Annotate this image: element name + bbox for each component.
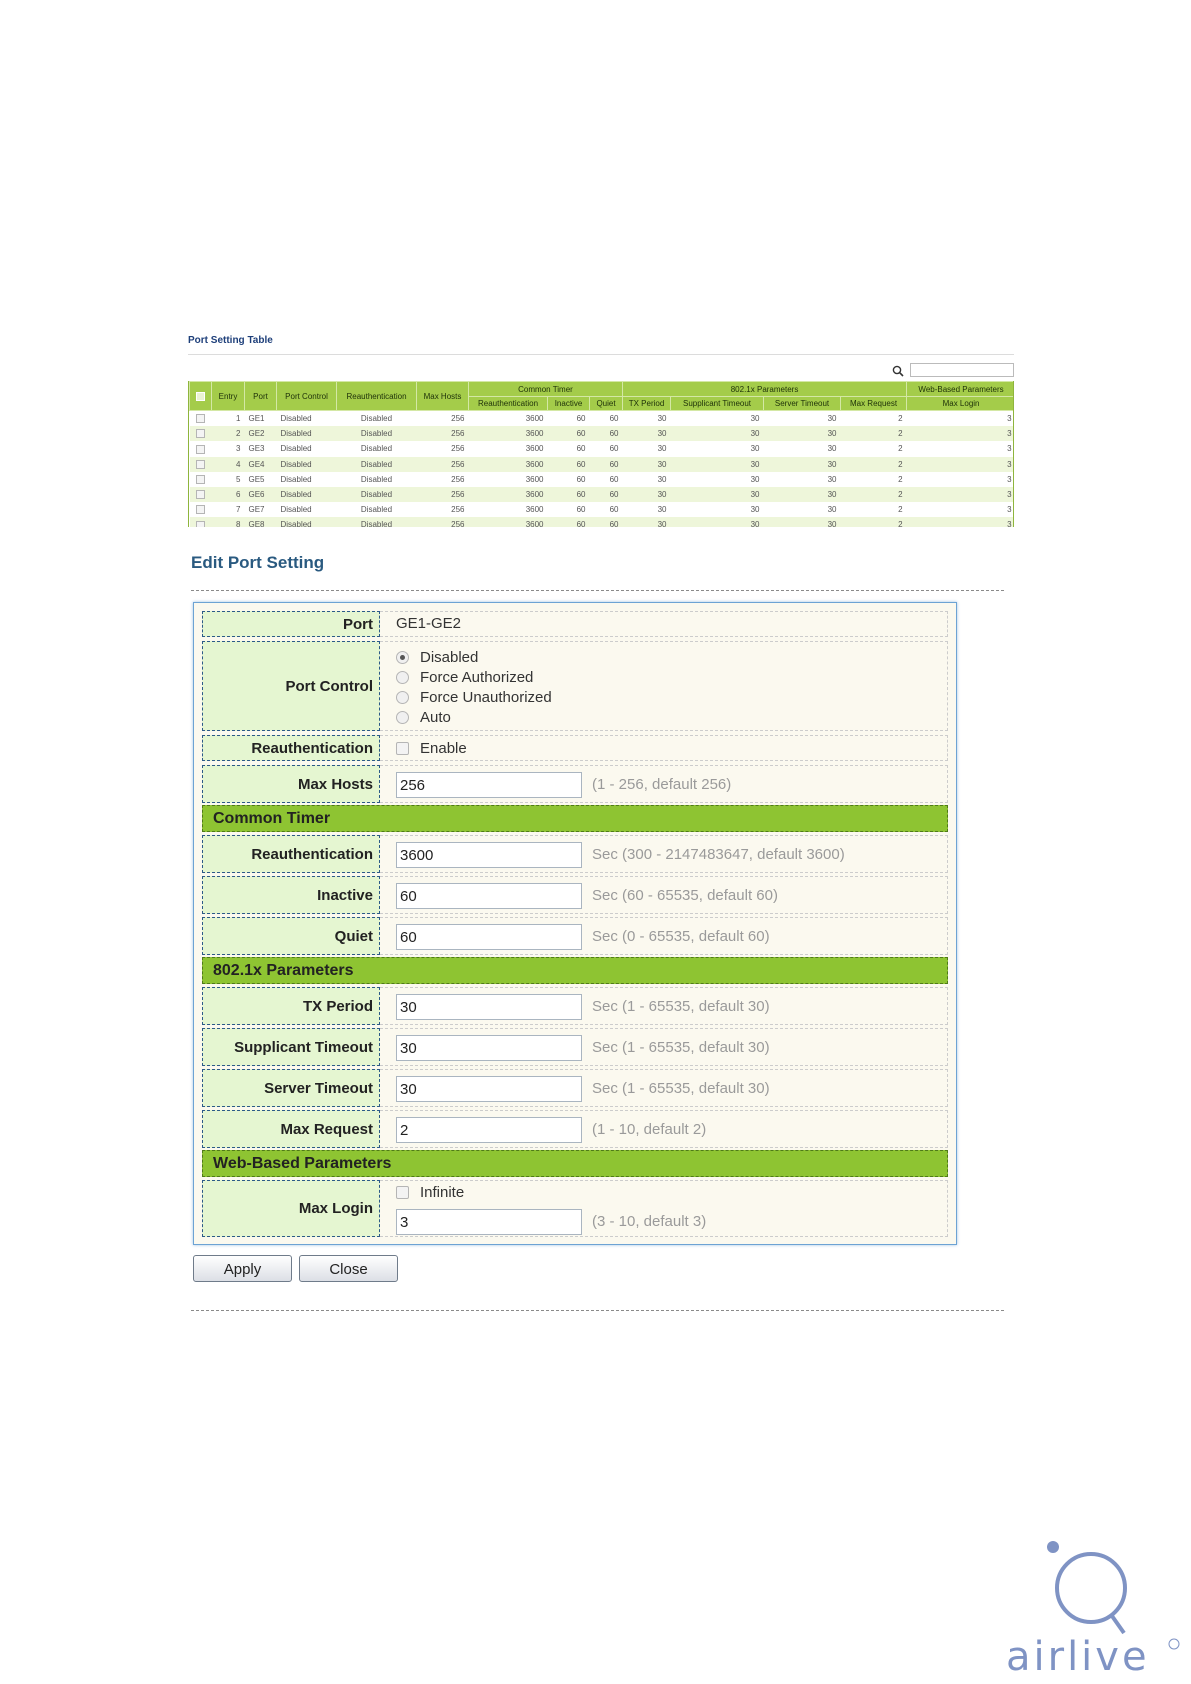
max-request-cell: 2 (841, 457, 907, 472)
server-timeout-hint: Sec (1 - 65535, default 30) (592, 1080, 770, 1097)
quiet-cell: 60 (590, 426, 623, 441)
port-cell: GE6 (245, 487, 277, 502)
max-hosts-cell: 256 (417, 457, 469, 472)
inactive-cell: 60 (548, 411, 590, 427)
row-select-cell (190, 441, 212, 456)
inactive-cell: 60 (548, 517, 590, 527)
inactive-input[interactable] (396, 883, 582, 909)
row-server-timeout (202, 1069, 948, 1107)
row-select-cell (190, 487, 212, 502)
entry-cell: 4 (212, 457, 245, 472)
reauthentication-cell: Disabled (337, 487, 417, 502)
quiet-cell: 60 (590, 411, 623, 427)
supplicant-timeout-cell: 30 (671, 487, 764, 502)
tx-period-cell: 30 (623, 457, 671, 472)
port-control-cell: Disabled (277, 487, 337, 502)
apply-button[interactable]: Apply (193, 1255, 292, 1282)
port-control-cell: Disabled (277, 426, 337, 441)
port-label: Port (202, 611, 380, 637)
port-control-label: Port Control (202, 641, 380, 731)
ct-reauthentication-input[interactable] (396, 842, 582, 868)
inactive-cell (380, 876, 948, 914)
reauthentication-cell (380, 735, 948, 761)
table-row[interactable] (190, 517, 1015, 527)
tx-period-cell: 30 (623, 517, 671, 527)
max-hosts-hint: (1 - 256, default 256) (592, 776, 732, 793)
row-reauthentication (202, 735, 948, 761)
port-cell: GE3 (245, 441, 277, 456)
reauthentication-enable-label[interactable]: Enable (420, 740, 467, 757)
entry-cell: 8 (212, 517, 245, 527)
row-checkbox[interactable] (196, 521, 205, 527)
8021x-parameters-heading: 802.1x Parameters (202, 957, 948, 984)
server-timeout-cell: 30 (764, 487, 841, 502)
tx-period-cell: 30 (623, 502, 671, 517)
max-request-cell: 2 (841, 472, 907, 487)
supplicant-timeout-cell: 30 (671, 411, 764, 427)
radio-auto[interactable] (396, 711, 409, 724)
col-port-control[interactable]: Port Control (277, 382, 337, 411)
supplicant-timeout-hint: Sec (1 - 65535, default 30) (592, 1039, 770, 1056)
col-tx-period[interactable]: TX Period (623, 397, 671, 411)
max-hosts-cell: 256 (417, 426, 469, 441)
reauthentication-cell: Disabled (337, 457, 417, 472)
port-control-cell: Disabled (277, 441, 337, 456)
radio-disabled-label[interactable]: Disabled (420, 649, 479, 666)
tx-period-label: TX Period (202, 987, 380, 1025)
max-hosts-cell: 256 (417, 441, 469, 456)
reauthentication-cell: Disabled (337, 441, 417, 456)
quiet-hint: Sec (0 - 65535, default 60) (592, 928, 770, 945)
quiet-cell: 60 (590, 441, 623, 456)
entry-cell: 6 (212, 487, 245, 502)
col-ct-reauthentication[interactable]: Reauthentication (469, 397, 548, 411)
entry-cell: 7 (212, 502, 245, 517)
max-request-label: Max Request (202, 1110, 380, 1148)
inactive-label: Inactive (202, 876, 380, 914)
max-login-cell: 3 (907, 457, 1014, 472)
server-timeout-cell (380, 1069, 948, 1107)
max-request-cell: 2 (841, 441, 907, 456)
row-tx-period (202, 987, 948, 1025)
row-select-cell (190, 502, 212, 517)
quiet-cell: 60 (590, 472, 623, 487)
max-hosts-cell: 256 (417, 502, 469, 517)
row-port (202, 611, 948, 637)
max-request-cell: 2 (841, 502, 907, 517)
inactive-cell: 60 (548, 457, 590, 472)
max-hosts-input[interactable] (396, 772, 582, 798)
col-max-hosts[interactable]: Max Hosts (417, 382, 469, 411)
col-supplicant-timeout[interactable]: Supplicant Timeout (671, 397, 764, 411)
radio-force-authorized-label[interactable]: Force Authorized (420, 669, 534, 686)
col-server-timeout[interactable]: Server Timeout (764, 397, 841, 411)
table-row[interactable] (190, 487, 1015, 502)
group-web-based: Web-Based Parameters (907, 382, 1014, 397)
max-login-input[interactable] (396, 1209, 582, 1235)
max-hosts-cell: 256 (417, 487, 469, 502)
server-timeout-cell: 30 (764, 472, 841, 487)
col-inactive[interactable]: Inactive (548, 397, 590, 411)
port-value-cell (380, 611, 948, 637)
edit-port-setting-form (193, 602, 957, 1245)
max-login-cell: 3 (907, 441, 1014, 456)
port-cell: GE1 (245, 411, 277, 427)
max-request-cell: 2 (841, 487, 907, 502)
ct-reauthentication-cell: 3600 (469, 517, 548, 527)
row-select-cell (190, 457, 212, 472)
row-select-cell (190, 517, 212, 527)
reauthentication-cell: Disabled (337, 426, 417, 441)
inactive-cell: 60 (548, 472, 590, 487)
supplicant-timeout-cell: 30 (671, 426, 764, 441)
title-divider-top (191, 590, 1004, 591)
row-checkbox[interactable] (196, 490, 205, 499)
infinite-checkbox[interactable] (396, 1186, 409, 1199)
max-request-cell: 2 (841, 411, 907, 427)
row-select-cell (190, 411, 212, 427)
row-quiet (202, 917, 948, 955)
col-quiet[interactable]: Quiet (590, 397, 623, 411)
max-login-cell: 3 (907, 517, 1014, 527)
max-request-hint: (1 - 10, default 2) (592, 1121, 707, 1138)
tx-period-input[interactable] (396, 994, 582, 1020)
radio-disabled[interactable] (396, 651, 409, 664)
table-row[interactable] (190, 502, 1015, 517)
server-timeout-cell: 30 (764, 441, 841, 456)
row-checkbox[interactable] (196, 414, 205, 423)
max-login-cell: 3 (907, 411, 1014, 427)
col-port[interactable]: Port (245, 382, 277, 411)
radio-force-unauthorized[interactable] (396, 691, 409, 704)
port-control-cell: Disabled (277, 502, 337, 517)
max-request-input[interactable] (396, 1117, 582, 1143)
table-row[interactable] (190, 472, 1015, 487)
tx-period-cell: 30 (623, 487, 671, 502)
quiet-label: Quiet (202, 917, 380, 955)
max-login-cell: 3 (907, 487, 1014, 502)
reauthentication-cell: Disabled (337, 472, 417, 487)
supplicant-timeout-input[interactable] (396, 1035, 582, 1061)
ct-reauthentication-cell: 3600 (469, 487, 548, 502)
row-supplicant-timeout (202, 1028, 948, 1066)
row-checkbox[interactable] (196, 475, 205, 484)
max-hosts-cell: 256 (417, 472, 469, 487)
port-control-cell: Disabled (277, 411, 337, 427)
select-all-cell (190, 382, 212, 411)
supplicant-timeout-cell: 30 (671, 502, 764, 517)
quiet-cell: 60 (590, 457, 623, 472)
max-login-label: Max Login (202, 1180, 380, 1237)
row-ct-reauthentication (202, 835, 948, 873)
port-value: GE1-GE2 (396, 615, 462, 632)
port-cell: GE5 (245, 472, 277, 487)
reauthentication-cell: Disabled (337, 411, 417, 427)
logo-wordmark: airlive (1006, 1634, 1150, 1676)
quiet-input[interactable] (396, 924, 582, 950)
max-login-cell: 3 (907, 472, 1014, 487)
server-timeout-cell: 30 (764, 426, 841, 441)
common-timer-heading: Common Timer (202, 805, 948, 832)
max-hosts-label: Max Hosts (202, 765, 380, 803)
port-control-cell: Disabled (277, 472, 337, 487)
radio-auto-label[interactable]: Auto (420, 709, 451, 726)
radio-force-authorized[interactable] (396, 671, 409, 684)
max-hosts-cell: 256 (417, 517, 469, 527)
web-based-parameters-heading: Web-Based Parameters (202, 1150, 948, 1177)
table-title: Port Setting Table (188, 335, 273, 346)
ct-reauthentication-cell: 3600 (469, 457, 548, 472)
supplicant-timeout-cell: 30 (671, 472, 764, 487)
row-select-cell (190, 472, 212, 487)
form-divider-bottom (191, 1310, 1004, 1311)
table-body (190, 411, 1015, 528)
quiet-cell: 60 (590, 487, 623, 502)
ct-reauthentication-cell: 3600 (469, 502, 548, 517)
search-input[interactable] (910, 363, 1014, 377)
reauthentication-cell: Disabled (337, 517, 417, 527)
reauthentication-label: Reauthentication (202, 735, 380, 761)
close-button[interactable]: Close (299, 1255, 398, 1282)
edit-port-setting-title: Edit Port Setting (191, 553, 325, 572)
server-timeout-cell: 30 (764, 411, 841, 427)
radio-force-unauthorized-label[interactable]: Force Unauthorized (420, 689, 552, 706)
max-login-hint: (3 - 10, default 3) (592, 1213, 707, 1230)
supplicant-timeout-cell: 30 (671, 517, 764, 527)
max-login-cell: 3 (907, 426, 1014, 441)
entry-cell: 3 (212, 441, 245, 456)
table-row[interactable] (190, 457, 1015, 472)
tx-period-cell (380, 987, 948, 1025)
entry-cell: 1 (212, 411, 245, 427)
supplicant-timeout-label: Supplicant Timeout (202, 1028, 380, 1066)
max-hosts-cell: 256 (417, 411, 469, 427)
table-viewport (188, 381, 1014, 527)
entry-cell: 5 (212, 472, 245, 487)
airlive-logo (1000, 1526, 1180, 1676)
ct-reauthentication-hint: Sec (300 - 2147483647, default 3600) (592, 846, 845, 863)
max-request-cell: 2 (841, 426, 907, 441)
tx-period-cell: 30 (623, 472, 671, 487)
server-timeout-label: Server Timeout (202, 1069, 380, 1107)
row-select-cell (190, 426, 212, 441)
tx-period-cell: 30 (623, 411, 671, 427)
ct-reauthentication-cell: 3600 (469, 411, 548, 427)
server-timeout-cell: 30 (764, 517, 841, 527)
max-request-cell: 2 (841, 517, 907, 527)
server-timeout-cell: 30 (764, 457, 841, 472)
table-row[interactable] (190, 411, 1015, 427)
max-login-cell: 3 (907, 502, 1014, 517)
search-icon[interactable] (892, 365, 904, 377)
row-checkbox[interactable] (196, 460, 205, 469)
max-login-cell (380, 1180, 948, 1237)
row-checkbox[interactable] (196, 505, 205, 514)
group-common-timer: Common Timer (469, 382, 623, 397)
ct-reauthentication-cell: 3600 (469, 441, 548, 456)
row-inactive (202, 876, 948, 914)
reauthentication-enable-checkbox[interactable] (396, 742, 409, 755)
inactive-hint: Sec (60 - 65535, default 60) (592, 887, 778, 904)
port-control-cell: Disabled (277, 517, 337, 527)
ct-reauthentication-cell (380, 835, 948, 873)
row-max-login (202, 1180, 948, 1237)
server-timeout-input[interactable] (396, 1076, 582, 1102)
inactive-cell: 60 (548, 502, 590, 517)
ct-reauthentication-label: Reauthentication (202, 835, 380, 873)
port-control-options (380, 641, 948, 731)
reauthentication-cell: Disabled (337, 502, 417, 517)
table-row[interactable] (190, 441, 1015, 456)
server-timeout-cell: 30 (764, 502, 841, 517)
row-max-hosts (202, 765, 948, 803)
col-reauthentication[interactable]: Reauthentication (337, 382, 417, 411)
tx-period-cell: 30 (623, 441, 671, 456)
col-max-request[interactable]: Max Request (841, 397, 907, 411)
port-cell: GE4 (245, 457, 277, 472)
port-cell: GE7 (245, 502, 277, 517)
inactive-cell: 60 (548, 441, 590, 456)
row-checkbox[interactable] (196, 445, 205, 454)
inactive-cell: 60 (548, 487, 590, 502)
ct-reauthentication-cell: 3600 (469, 426, 548, 441)
port-cell: GE2 (245, 426, 277, 441)
ct-reauthentication-cell: 3600 (469, 472, 548, 487)
row-port-control (202, 641, 948, 731)
row-max-request (202, 1110, 948, 1148)
max-hosts-cell (380, 765, 948, 803)
port-cell: GE8 (245, 517, 277, 527)
quiet-cell: 60 (590, 517, 623, 527)
max-request-cell (380, 1110, 948, 1148)
inactive-cell: 60 (548, 426, 590, 441)
supplicant-timeout-cell: 30 (671, 441, 764, 456)
supplicant-timeout-cell: 30 (671, 457, 764, 472)
tx-period-cell: 30 (623, 426, 671, 441)
group-8021x-parameters: 802.1x Parameters (623, 382, 907, 397)
port-control-cell: Disabled (277, 457, 337, 472)
quiet-cell: 60 (590, 502, 623, 517)
port-setting-table-section (188, 334, 1014, 527)
table-row[interactable] (190, 426, 1015, 441)
port-setting-table (189, 381, 1014, 527)
select-all-checkbox[interactable] (196, 392, 205, 401)
row-checkbox[interactable] (196, 429, 205, 438)
supplicant-timeout-cell (380, 1028, 948, 1066)
quiet-cell (380, 917, 948, 955)
search-bar (188, 355, 1014, 381)
entry-cell: 2 (212, 426, 245, 441)
infinite-label[interactable]: Infinite (420, 1184, 465, 1201)
tx-period-hint: Sec (1 - 65535, default 30) (592, 998, 770, 1015)
col-max-login[interactable]: Max Login (907, 397, 1014, 411)
col-entry[interactable]: Entry (212, 382, 245, 411)
